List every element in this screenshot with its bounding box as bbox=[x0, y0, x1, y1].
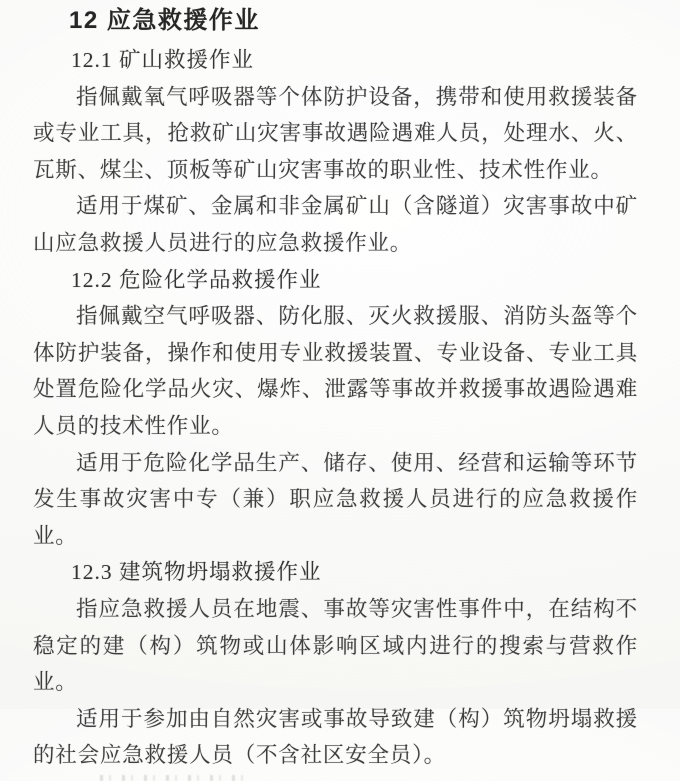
section-heading-12-3: 12.3 建筑物坍塌救援作业 bbox=[71, 560, 322, 585]
cutoff-line-fragment bbox=[100, 775, 250, 781]
chapter-title: 12 应急救援作业 bbox=[69, 7, 260, 34]
section-heading-12-2: 12.2 危险化学品救援作业 bbox=[71, 267, 322, 292]
section-heading-12-1: 12.1 矿山救援作业 bbox=[71, 48, 255, 72]
section-12-3-paragraph-2: 适用于参加由自然灾害或事故导致建（构）筑物坍塌救援的社会应急救援人员（不含社区安全员）。 bbox=[33, 706, 638, 768]
section-12-3-paragraph-1: 指应急救援人员在地震、事故等灾害性事件中，在结构不稳定的建（构）筑物或山体影响区域内进行的搜索与营救作业。 bbox=[33, 596, 638, 695]
section-12-1-paragraph-2: 适用于煤矿、金属和非金属矿山（含隧道）灾害事故中矿山应急救援人员进行的应急救援作业。 bbox=[33, 194, 638, 255]
section-12-2-paragraph-1: 指佩戴空气呼吸器、防化服、灭火救援服、消防头盔等个体防护装备，操作和使用专业救援装置、专业设备、专业工具处置危险化学品火灾、爆炸、泄露等事故并救援事故遇险遇难人员的技术性作业。 bbox=[33, 304, 638, 438]
section-12-1-paragraph-1: 指佩戴氧气呼吸器等个体防护设备，携带和使用救援装备或专业工具，抢救矿山灾害事故遇险遇难人员，处理水、火、瓦斯、煤尘、顶板等矿山灾害事故的职业性、技术性作业。 bbox=[33, 84, 638, 182]
section-12-2-paragraph-2: 适用于危险化学品生产、储存、使用、经营和运输等环节发生事故灾害中专（兼）职应急救援人员进行的应急救援作业。 bbox=[33, 450, 638, 548]
